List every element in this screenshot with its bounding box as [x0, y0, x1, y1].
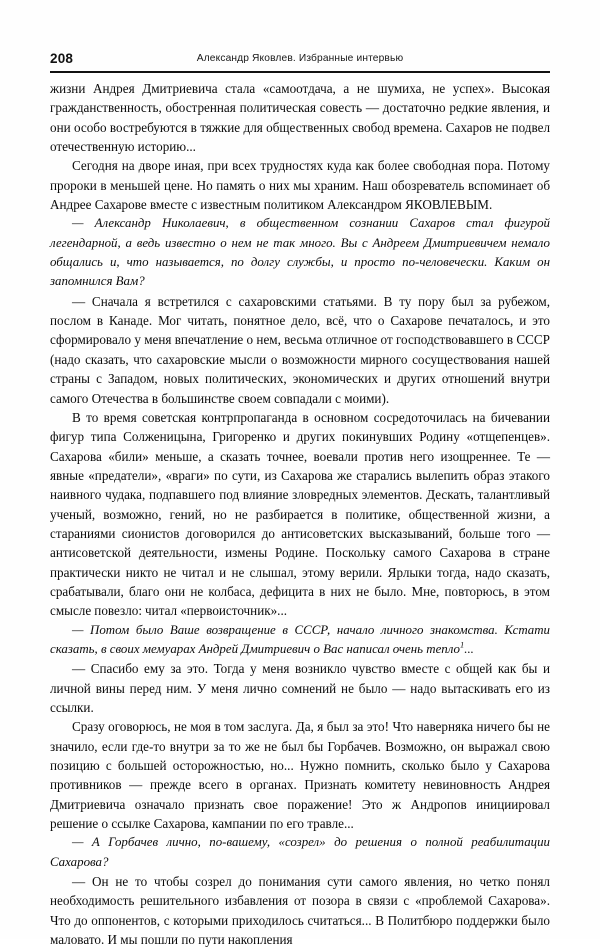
interview-answer: — Он не то чтобы созрел до понимания сути самого явления, но четко понял необходимость решительного избавления от позора в связи с «проблемой Сахарова». Что до оппонентов, с которыми приходилось считаться... В Политбюро поддержки было маловато. И мы пошли по пути накопления	[50, 874, 550, 948]
paragraph: Сегодня на дворе иная, при всех трудностях куда как более свободная пора. Потому пророки в меньшей цене. Но память о них мы храним. Наш обозреватель вспоминает об Андрее Сахарове вместе с известным политиком Александром ЯКОВЛЕВЫМ.	[50, 158, 550, 213]
interview-question: — Александр Николаевич, в общественном сознании Сахаров стал фигурой легендарной, а ведь известно о нем не так много. Вы с Андреем Дмитриевичем немало общались и, что называется, по долгу службы, и просто по-человечески. Каким он запомнился Вам?	[50, 216, 550, 289]
page-header	[50, 50, 550, 70]
question-text-before-footnote: — Потом было Ваше возвращение в СССР, начало личного знакомства. Кстати сказать, в своих мемуарах Андрей Дмитриевич о Вас написал очень тепло	[50, 622, 550, 656]
question-text-after-footnote: ...	[464, 641, 474, 656]
paragraph: Сразу оговорюсь, не моя в том заслуга. Да, я был за это! Что наверняка ничего бы не значило, если где-то внутри за то же не был бы Горбачев. Возможно, он выражал свою позицию с большей осторожностью, но... Нужно помнить, сколько было у Сахарова противников — прежде всего в органах. Признать комитету невиновность Андрея Дмитриевича означало признать свое поражение! Это ж Андропов инициировал решение о ссылке Сахарова, кампании по его травле...	[50, 719, 550, 832]
running-head-title: Александр Яковлев. Избранные интервью	[196, 53, 404, 64]
paragraph-continued: жизни Андрея Дмитриевича стала «самоотдача, а не шумиха, не успех». Высокая гражданственность, обостренная политическая совесть — достаточно редкие явления, и они особо востребуются в тяжкие для общественных свобод времена. Сахаров не подвел отечественную историю...	[50, 81, 550, 155]
interview-answer: — Спасибо ему за это. Тогда у меня возникло чувство вместе с общей как бы и личной вины перед ним. У меня лично сомнений не было — надо вытаскивать его из ссылки.	[50, 661, 550, 715]
interview-question-with-footnote	[50, 621, 550, 660]
page-number: 208	[50, 51, 74, 66]
interview-question: — А Горбачев лично, по-вашему, «созрел» до решения о полной реабилитации Сахарова?	[50, 835, 550, 869]
footnote-reference-marker: 1	[459, 639, 465, 650]
body-text-column	[50, 79, 550, 949]
interview-answer: — Сначала я встретился с сахаровскими статьями. В ту пору был за рубежом, послом в Канаде. Мог читать, понятное дело, всё, что о Сахарове печаталось, и это сформировало у меня впечатление о нем, весьма отличное от господствовавшего в СССР (надо сказать, что сахаровские мысли о возможности мирного сосуществования нашей страны с Западом, новых политических, экономических и других отношений внутри самого Отечества в большинстве своем совпадали с моими).	[50, 293, 550, 406]
header-divider-rule	[50, 71, 550, 73]
paragraph: В то время советская контрпропаганда в основном сосредоточилась на бичевании фигур типа Солженицына, Григоренко и других покинувших Родину «отщепенцев». Сахарова «били» меньше, а сказать точнее, воевали против него изощреннее. Те — явные «предатели», «враги» по сути, из Сахарова же старались вылепить образ этакого наивного чудака, подпавшего под влияние зловредных элементов. Дескать, талантливый ученый, возможно, гений, но не разбирается в политике, общественной жизни, а стараниями сионистов договорился до антисоветских высказываний, больше того — антисоветской деятельности, измены Родине. Поскольку самого Сахарова в стране практически никто не читал и не слышал, этому верили. Ярлыки тогда, надо сказать, срабатывали, благо они не колбаса, дефицита в них не было. Мне, повторюсь, в этом смысле повезло: читал «первоисточник»...	[50, 409, 550, 619]
